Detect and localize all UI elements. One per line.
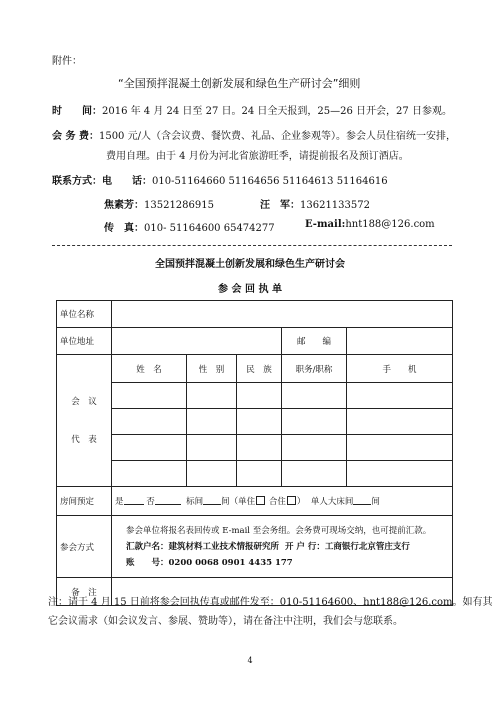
account-name: 建筑材料工业技术情报研究所 [168,541,280,552]
method-note: 参会单位将报名表回传或 E-mail 至会务组。会务费可现场交纳，也可提前汇款。 [126,525,432,536]
attendee-name-cell[interactable] [112,435,187,461]
attendance-method-row [57,516,453,578]
room-no-label: 否 [146,497,155,507]
contact-persons-row [104,196,214,211]
shared-occupancy-checkbox[interactable] [287,496,296,505]
room-unit-label: 间（单住 [221,497,256,507]
unit-name-label: 单位名称 [57,301,112,328]
attendees-label-top: 会 议 [71,396,97,407]
attendee-row [57,435,453,461]
attendee-title-cell[interactable] [282,383,347,409]
single-bed-label: 单人大床间 [310,497,354,507]
attendee-mobile-cell[interactable] [347,383,453,409]
attendee-ethnicity-cell[interactable] [237,461,282,487]
attendee-name-cell[interactable] [112,383,187,409]
person2-phone: 13621133572 [300,200,370,211]
attendee-title-cell[interactable] [282,435,347,461]
registration-form-table [56,300,453,606]
person1-phone: 13521286915 [144,200,214,211]
account-no-label: 账 号： [126,557,169,568]
method-details [112,516,453,578]
notice-title: “全国预拌混凝土创新发展和绿色生产研讨会”细则 [118,77,361,90]
col-ethnicity: 民 族 [237,355,282,383]
attendee-gender-cell[interactable] [187,435,237,461]
room-options [112,487,453,516]
attendee-row [57,383,453,409]
dashed-separator [52,245,452,246]
room-standard-label: 标间 [186,497,204,507]
attendee-name-cell[interactable] [112,409,187,435]
form-title: 参 会 回 执 单 [218,284,282,295]
attendee-name-cell[interactable] [112,461,187,487]
attendee-mobile-cell[interactable] [347,435,453,461]
fee-line2: 费用自理。由于 4 月份为河北省旅游旺季，请提前报名及预订酒店。 [106,151,409,162]
attendee-ethnicity-cell[interactable] [237,383,282,409]
bank-name: 工商银行北京管庄支行 [324,541,410,552]
unit-address-row [57,328,453,355]
room-label: 房间预定 [57,487,112,516]
room-yes-label: 是 [115,497,124,507]
col-mobile: 手 机 [347,355,453,383]
payment-line [126,539,446,555]
person1-label: 焦素芳： [104,200,144,211]
attendee-row [57,461,453,487]
single-bed-unit: 间 [371,497,380,507]
phone-label: 电 话： [102,176,152,187]
room-standard-blank[interactable] [203,496,221,505]
room-no-blank[interactable] [155,496,181,505]
attendee-header-row [57,355,453,383]
attachment-label: 附件： [52,56,82,67]
fax-value: 010- 51164600 65474277 [144,223,275,234]
contact-phone-row [52,172,388,187]
fax-label: 传 真： [104,223,144,234]
attendee-ethnicity-cell[interactable] [237,409,282,435]
page-number: 4 [247,656,253,665]
attendee-gender-cell[interactable] [187,461,237,487]
contact-label: 联系方式： [52,176,102,187]
attendee-row [57,409,453,435]
conference-title: 全国预拌混凝土创新发展和绿色生产研讨会 [155,259,345,270]
col-name: 姓 名 [112,355,187,383]
fee-row [52,127,456,142]
email-value[interactable]: hnt188@126.com [345,219,435,230]
time-row [52,102,452,117]
attendees-label-bottom: 代 表 [71,434,97,445]
col-title: 职务/职称 [282,355,347,383]
method-label: 参会方式 [57,516,112,578]
room-booking-row [57,487,453,516]
contact-person2 [260,196,370,211]
person2-label: 汪 军： [260,200,300,211]
postcode-field[interactable] [347,328,453,355]
time-label: 时 间： [52,106,102,117]
room-shared-label: 合住 [268,497,286,507]
attendee-mobile-cell[interactable] [347,461,453,487]
fee-label: 会 务 费： [52,131,99,142]
contact-fax-row [104,219,275,234]
account-name-label: 汇款户名： [126,541,169,552]
phone-value: 010-51164660 51164656 51164613 51164616 [152,176,388,187]
bank-label: 开 户 行： [284,541,325,552]
attendee-gender-cell[interactable] [187,409,237,435]
fee-line1: 1500 元/人（含会议费、餐饮费、礼品、企业参观等）。参会人员住宿统一安排， [98,131,456,142]
time-text: 2016 年 4 月 24 日至 27 日。24 日全天报到，25—26 日开会，27 日参观。 [102,106,452,117]
unit-name-field[interactable] [112,301,453,328]
single-bed-blank[interactable] [353,496,371,505]
footnote-line1: 注：请于 4 月 15 日前将参会回执传真或邮件发至：010-51164600、hnt188@126.com。如有其 [48,597,493,608]
room-close-paren: ） [296,497,306,507]
single-occupancy-checkbox[interactable] [256,496,265,505]
email-label: E-mail: [305,219,346,230]
contact-email [305,219,435,230]
attendee-ethnicity-cell[interactable] [237,435,282,461]
attendee-mobile-cell[interactable] [347,409,453,435]
footnote-line2: 它会议需求（如会议发言、参展、赞助等），请在备注中注明，我们会与您联系。 [48,616,403,627]
remarks-label: 备 注 [57,578,112,606]
attendee-title-cell[interactable] [282,409,347,435]
account-no: 0200 0068 0901 4435 177 [168,557,293,568]
unit-address-field[interactable] [112,328,282,355]
unit-address-label: 单位地址 [57,328,112,355]
postcode-label: 邮 编 [282,328,347,355]
attendee-gender-cell[interactable] [187,383,237,409]
attendee-title-cell[interactable] [282,461,347,487]
attendees-label-cell [57,355,112,487]
room-yes-blank[interactable] [124,496,144,505]
account-no-line [126,555,446,571]
col-gender: 性 别 [187,355,237,383]
unit-name-row [57,301,453,328]
